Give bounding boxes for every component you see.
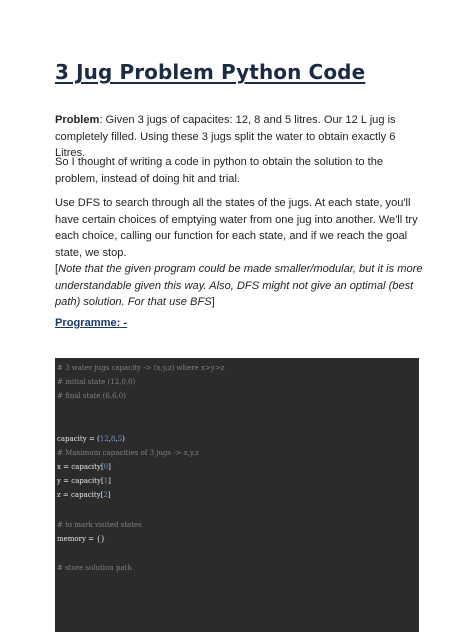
code-line-capacity — [57, 432, 125, 447]
approach-paragraph: So I thought of writing a code in python to obtain the solution to the problem, instead of doing hit and trial. — [55, 156, 384, 185]
code-comment-visited: # to mark visited states — [57, 521, 142, 529]
code-number: 1 — [103, 477, 109, 485]
programme-heading: Programme: - — [55, 317, 128, 329]
code-comment-solution: # store solution path — [57, 564, 132, 572]
code-comma: , — [108, 435, 111, 443]
code-bracket: ] — [108, 463, 111, 471]
code-y-lhs: y = capacity[ — [57, 477, 104, 485]
code-x-lhs: x = capacity[ — [57, 463, 104, 471]
code-line-x — [57, 460, 111, 475]
code-line-memory: memory = {} — [57, 535, 106, 543]
code-z-lhs: z = capacity[ — [57, 491, 104, 499]
code-number: 8 — [110, 435, 116, 443]
code-number: 12 — [99, 435, 109, 443]
code-line-z — [57, 488, 111, 503]
code-block — [55, 358, 419, 632]
code-comment-max: # Maximum capacities of 3 jugs -> x,y,z — [57, 449, 199, 457]
note-text: Note that the given program could be made smaller/modular, but it is more understandable given this way. Also, DFS might not give an optimal (best path) solution. For that use BFS — [55, 263, 423, 308]
note-paragraph — [55, 261, 425, 311]
page-title: 3 Jug Problem Python Code — [55, 60, 366, 84]
problem-text: : Given 3 jugs of capacites: 12, 8 and 5 litres. Our 12 L jug is completely filled. Using these 3 jugs split the water to obtain exactly 6 Litres. — [55, 114, 396, 159]
note-close-bracket: ] — [211, 296, 215, 308]
code-paren: ) — [122, 435, 125, 443]
dfs-paragraph: Use DFS to search through all the states of the jugs. At each state, you'll have certain choices of emptying water from one jug into another. We'll try each choice, calling our function for each state, and if we reach the goal state, we stop. — [55, 197, 418, 259]
code-bracket: ] — [108, 477, 111, 485]
code-number: 0 — [103, 463, 109, 471]
code-comment-final: # final state (6,6,0) — [57, 392, 126, 400]
code-number: 2 — [103, 491, 108, 499]
problem-label: Problem — [55, 114, 100, 126]
code-comma: , — [115, 435, 118, 443]
code-capacity-lhs: capacity = ( — [57, 435, 100, 443]
code-comment-initial: # initial state (12,0,0) — [57, 378, 136, 386]
note-open-bracket: [ — [55, 263, 59, 275]
code-number: 5 — [117, 435, 123, 443]
code-bracket: ] — [107, 491, 111, 499]
code-line-y — [57, 474, 111, 489]
code-comment-capacity: # 3 water jugs capacity -> (x,y,z) where x>y>z — [57, 364, 225, 372]
